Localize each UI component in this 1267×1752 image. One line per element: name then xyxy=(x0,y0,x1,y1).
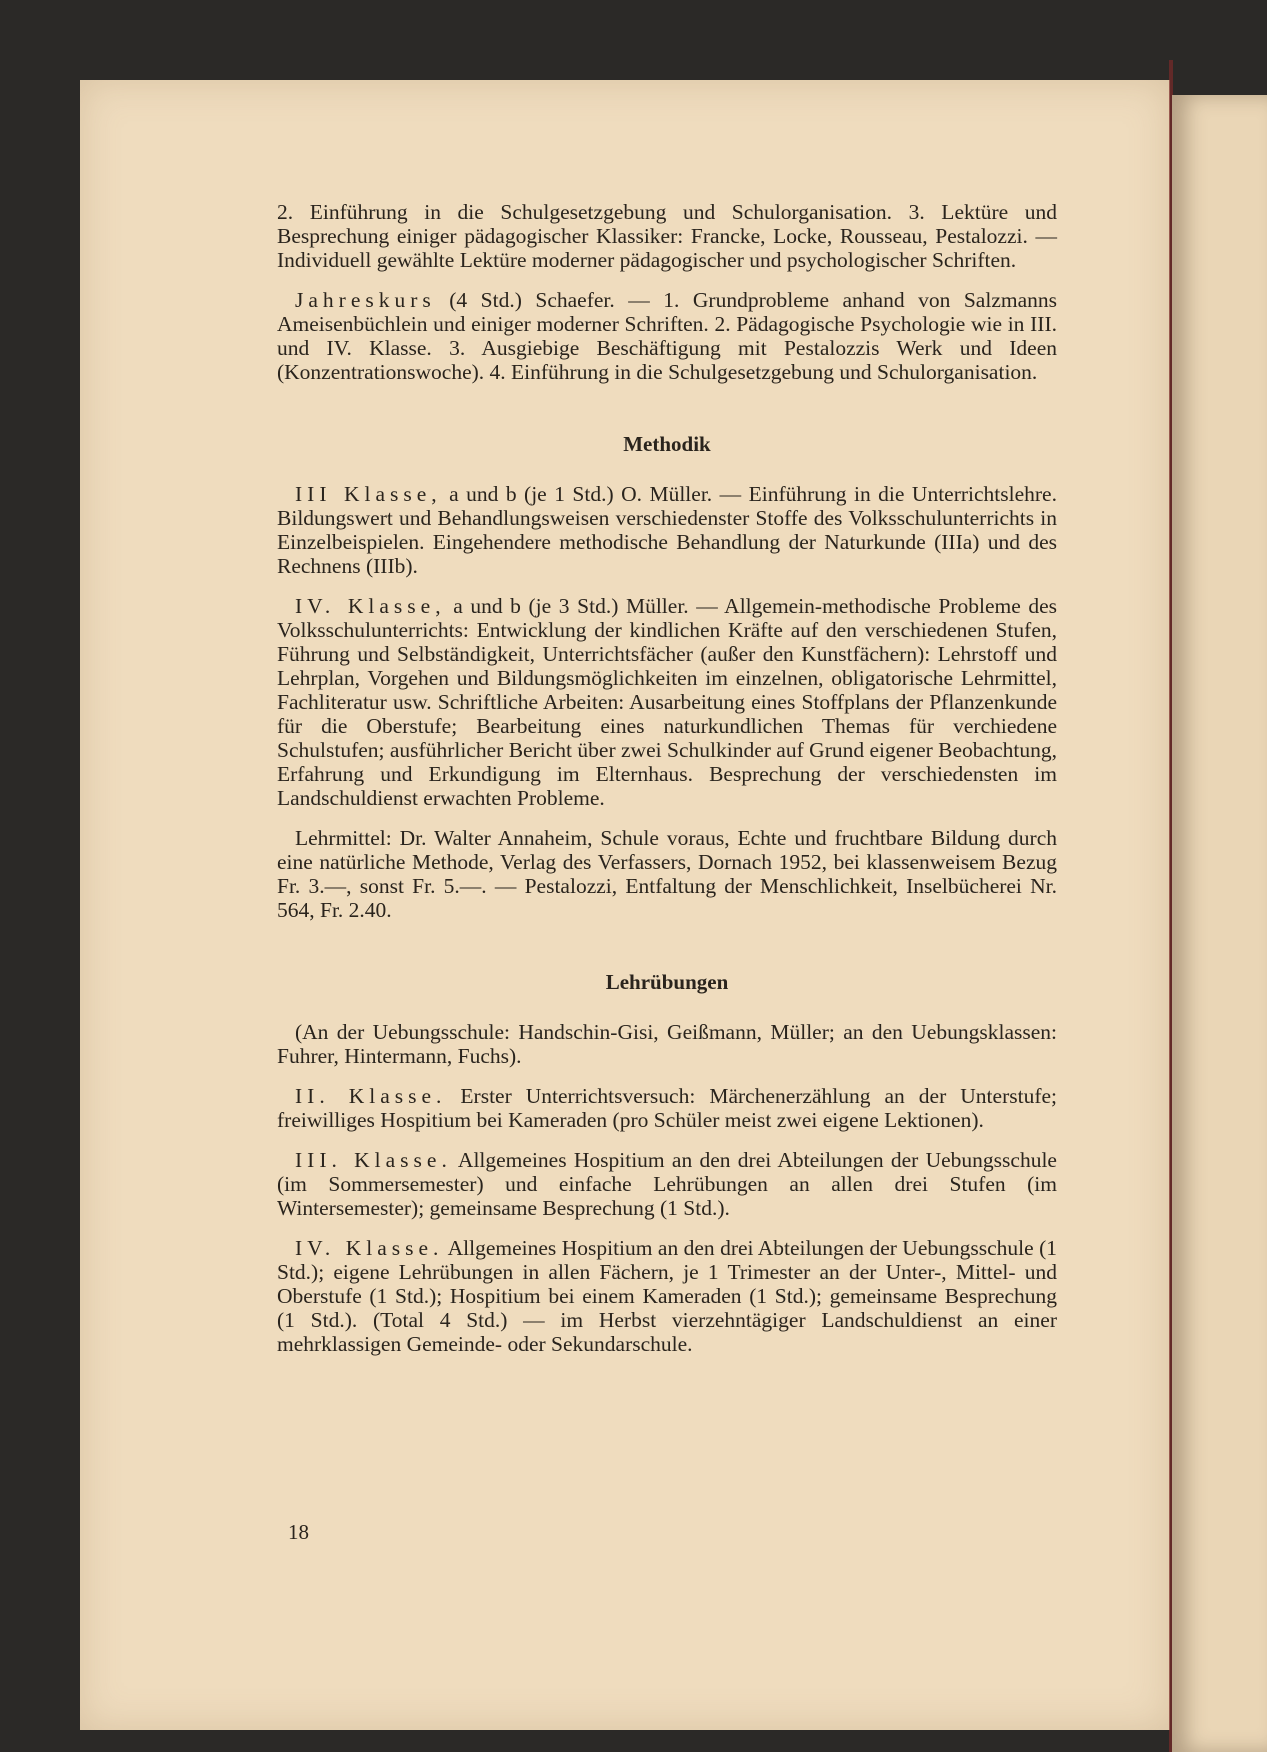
paragraph-lead: III Klasse, xyxy=(295,482,442,506)
paragraph-text: Erster Unterrichtsversuch: Märchenerzählung an der Unterstufe; freiwilliges Hospitium bei Kameraden (pro Schüler meist zwei eigene Lektionen). xyxy=(277,1084,1057,1132)
paragraph-text: a und b (je 1 Std.) O. Müller. — Einführung in die Unterrichtslehre. Bildungswert und Behandlungsweisen verschiedenster Stoffe des Volksschulunterrichts in Einzelbeispielen. Eingehendere methodische Behandlung der Naturkunde (IIIa) und des Rechnens (IIIb). xyxy=(277,482,1057,578)
section-heading-methodik: Methodik xyxy=(623,432,711,456)
paragraph-text: 2. Einführung in die Schulgesetzgebung und Schulorganisation. 3. Lektüre und Besprechung einiger pädagogischer Klassiker: Francke, Locke, Rousseau, Pestalozzi. — Individuell gewählte Lektüre moderner pädagogischer und psychologischer Schriften. xyxy=(277,200,1057,272)
paragraph-iv-klasse-methodik xyxy=(277,594,1057,810)
paragraph-iii-klasse-methodik xyxy=(277,482,1057,578)
paragraph-jahreskurs xyxy=(277,288,1057,384)
paragraph-text: Lehrmittel: Dr. Walter Annaheim, Schule voraus, Echte und fruchtbare Bildung durch eine natürliche Methode, Verlag des Verfassers, Dornach 1952, bei klassenweisem Bezug Fr. 3.—, sonst Fr. 5.—. — Pestalozzi, Entfaltung der Menschlichkeit, Inselbücherei Nr. 564, Fr. 2.40. xyxy=(277,826,1057,922)
paragraph-lead: III. Klasse. xyxy=(295,1148,452,1172)
page-text xyxy=(277,200,1057,1372)
paragraph-text: Allgemeines Hospitium an den drei Abteilungen der Uebungsschule (im Sommersemester) und einfache Lehrübungen an allen drei Stufen (im Wintersemester); gemeinsame Besprechung (1 Std.). xyxy=(277,1148,1057,1220)
paragraph-text: (4 Std.) Schaefer. — 1. Grundprobleme anhand von Salzmanns Ameisenbüchlein und einiger moderner Schriften. 2. Pädagogische Psychologie wie in III. und IV. Klasse. 3. Ausgiebige Beschäftigung mit Pestalozzis Werk und Ideen (Konzentrationswoche). 4. Einführung in die Schulgesetzgebung und Schulorganisation. xyxy=(277,288,1057,384)
paragraph-iv-klasse-lehruebungen xyxy=(277,1236,1057,1356)
paragraph-einfuehrung xyxy=(277,200,1057,272)
paragraph-lehrmittel xyxy=(277,826,1057,922)
paragraph-text: (An der Uebungsschule: Handschin-Gisi, Geißmann, Müller; an den Uebungsklassen: Fuhrer, Hintermann, Fuchs). xyxy=(277,1020,1057,1068)
section-heading-lehruebungen: Lehrübungen xyxy=(605,970,729,994)
paragraph-text: Allgemeines Hospitium an den drei Abteilungen der Uebungsschule (1 Std.); eigene Lehrübungen in allen Fächern, je 1 Trimester an der Unter-, Mittel- und Oberstufe (1 Std.); Hospitium bei einem Kameraden (1 Std.); gemeinsame Besprechung (1 Std.). (Total 4 Std.) — im Herbst vierzehntägiger Landschuldienst an einer mehrklassigen Gemeinde- oder Sekundarschule. xyxy=(277,1236,1057,1356)
paragraph-lead: IV. Klasse, xyxy=(295,594,446,618)
paragraph-text: a und b (je 3 Std.) Müller. — Allgemein-methodische Probleme des Volksschulunterrichts: Entwicklung der kindlichen Kräfte auf den verschiedenen Stufen, Führung und Selbständigkeit, Unterrichtsfächer (außer den Kunstfächern): Lehrstoff und Lehrplan, Vorgehen und Bildungsmöglichkeiten im einzelnen, obligatorische Lehrmittel, Fachliteratur usw. Schriftliche Arbeiten: Ausarbeitung eines Stoffplans der Pflanzenkunde für die Oberstufe; Bearbeitung eines naturkundlichen Themas für verchiedene Schulstufen; ausführlicher Bericht über zwei Schulkinder auf Grund eigener Beobachtung, Erfahrung und Erkundigung im Elternhaus. Besprechung der verschiedensten im Landschuldienst erwachten Probleme. xyxy=(277,594,1058,810)
next-page-edge xyxy=(1172,95,1267,1752)
paragraph-lead: IV. Klasse. xyxy=(295,1236,444,1260)
paragraph-lead: Jahreskurs xyxy=(295,288,436,312)
page-number: 18 xyxy=(288,1520,309,1544)
paragraph-iii-klasse-lehruebungen xyxy=(277,1148,1057,1220)
paragraph-uebungsschule xyxy=(277,1020,1057,1068)
paragraph-ii-klasse xyxy=(277,1084,1057,1132)
paragraph-lead: II. Klasse. xyxy=(295,1084,447,1108)
